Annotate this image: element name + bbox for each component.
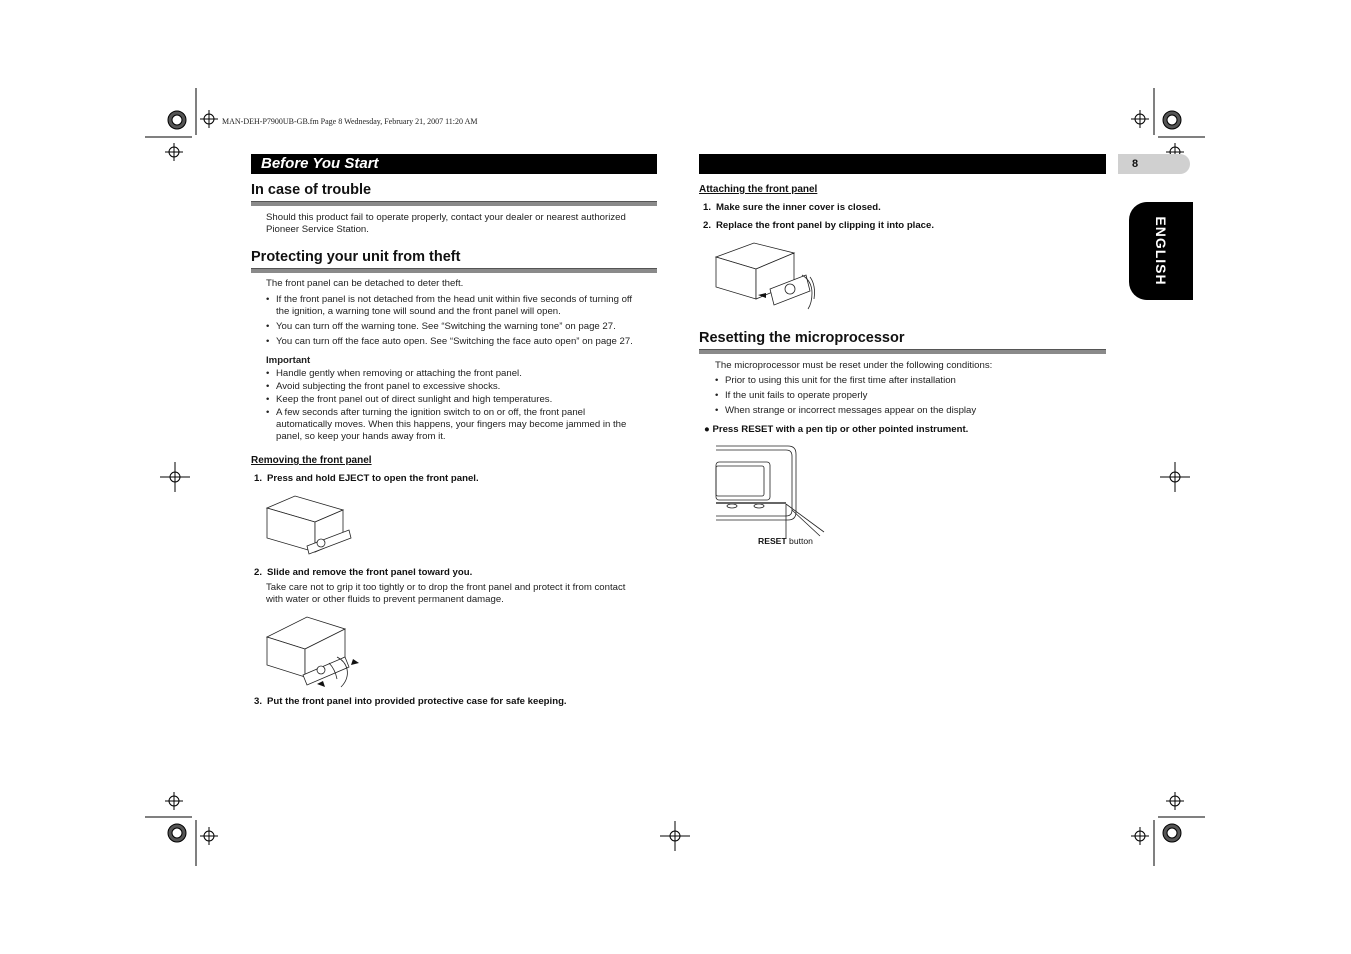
section-title-bar: Before You Start	[251, 154, 657, 174]
list-item: • Keep the front panel out of direct sunlight and high temperatures.	[266, 394, 661, 406]
list-item: • If the front panel is not detached from the head unit within five seconds of turning off the ignition, a warning tone will sound and the front panel will open.	[266, 294, 661, 318]
list-item: • You can turn off the warning tone. See “Switching the warning tone” on page 27.	[266, 321, 661, 333]
language-tab	[1129, 202, 1193, 300]
reset-caption: RESET button	[758, 536, 813, 546]
attaching-step-2: 2. Replace the front panel by clipping it into place.	[703, 220, 935, 231]
important-bullets	[266, 368, 661, 446]
heading-rule	[251, 268, 657, 273]
subheading-attaching: Attaching the front panel	[699, 184, 818, 195]
list-item: • Prior to using this unit for the first time after installation	[715, 375, 1105, 387]
illustration-reset-button	[714, 444, 829, 539]
bullet-dot-icon: ●	[704, 424, 713, 435]
removing-step-3: 3. Put the front panel into provided protective case for safe keeping.	[254, 696, 567, 707]
reset-instruction: ● Press RESET with a pen tip or other pointed instrument.	[704, 424, 969, 435]
illustration-eject-panel	[265, 494, 355, 556]
heading-rule	[251, 201, 657, 206]
list-item: • A few seconds after turning the ignition switch to on or off, the front panel automatically moves. When this happens, your fingers may become jammed in the panel, so keep your hands away from it.	[266, 407, 661, 443]
subheading-removing: Removing the front panel	[251, 455, 372, 466]
heading-rule	[699, 349, 1106, 354]
section-bar-right	[699, 154, 1106, 174]
removing-step-1: 1. Press and hold EJECT to open the front panel.	[254, 473, 479, 484]
theft-bullets	[266, 294, 661, 351]
reset-intro: The microprocessor must be reset under the following conditions:	[715, 360, 993, 371]
attaching-step-1: 1. Make sure the inner cover is closed.	[703, 202, 881, 213]
list-item: • If the unit fails to operate properly	[715, 390, 1105, 402]
removing-note-line2: with water or other fluids to prevent permanent damage.	[266, 594, 504, 605]
heading-trouble: In case of trouble	[251, 182, 372, 198]
trouble-body-line2: Pioneer Service Station.	[266, 224, 369, 235]
list-item: • Avoid subjecting the front panel to excessive shocks.	[266, 381, 661, 393]
page-number: 8	[1118, 154, 1190, 174]
list-item: • When strange or incorrect messages appear on the display	[715, 405, 1105, 417]
file-header: MAN-DEH-P7900UB-GB.fm Page 8 Wednesday, February 21, 2007 11:20 AM	[222, 117, 478, 126]
language-tab-label: ENGLISH	[1153, 216, 1169, 286]
theft-intro: The front panel can be detached to deter theft.	[266, 278, 464, 289]
list-item: • You can turn off the face auto open. See “Switching the face auto open” on page 27.	[266, 336, 661, 348]
list-item: • Handle gently when removing or attaching the front panel.	[266, 368, 661, 380]
heading-theft: Protecting your unit from theft	[251, 249, 461, 265]
trouble-body-line1: Should this product fail to operate properly, contact your dealer or nearest authorized	[266, 212, 626, 223]
important-label: Important	[266, 355, 311, 366]
reset-bullets	[715, 375, 1105, 420]
heading-reset: Resetting the microprocessor	[699, 330, 905, 346]
removing-step-2: 2. Slide and remove the front panel toward you.	[254, 567, 473, 578]
illustration-slide-panel	[265, 615, 365, 690]
illustration-attach-panel	[714, 241, 829, 313]
removing-note-line1: Take care not to grip it too tightly or to drop the front panel and protect it from contact	[266, 582, 626, 593]
